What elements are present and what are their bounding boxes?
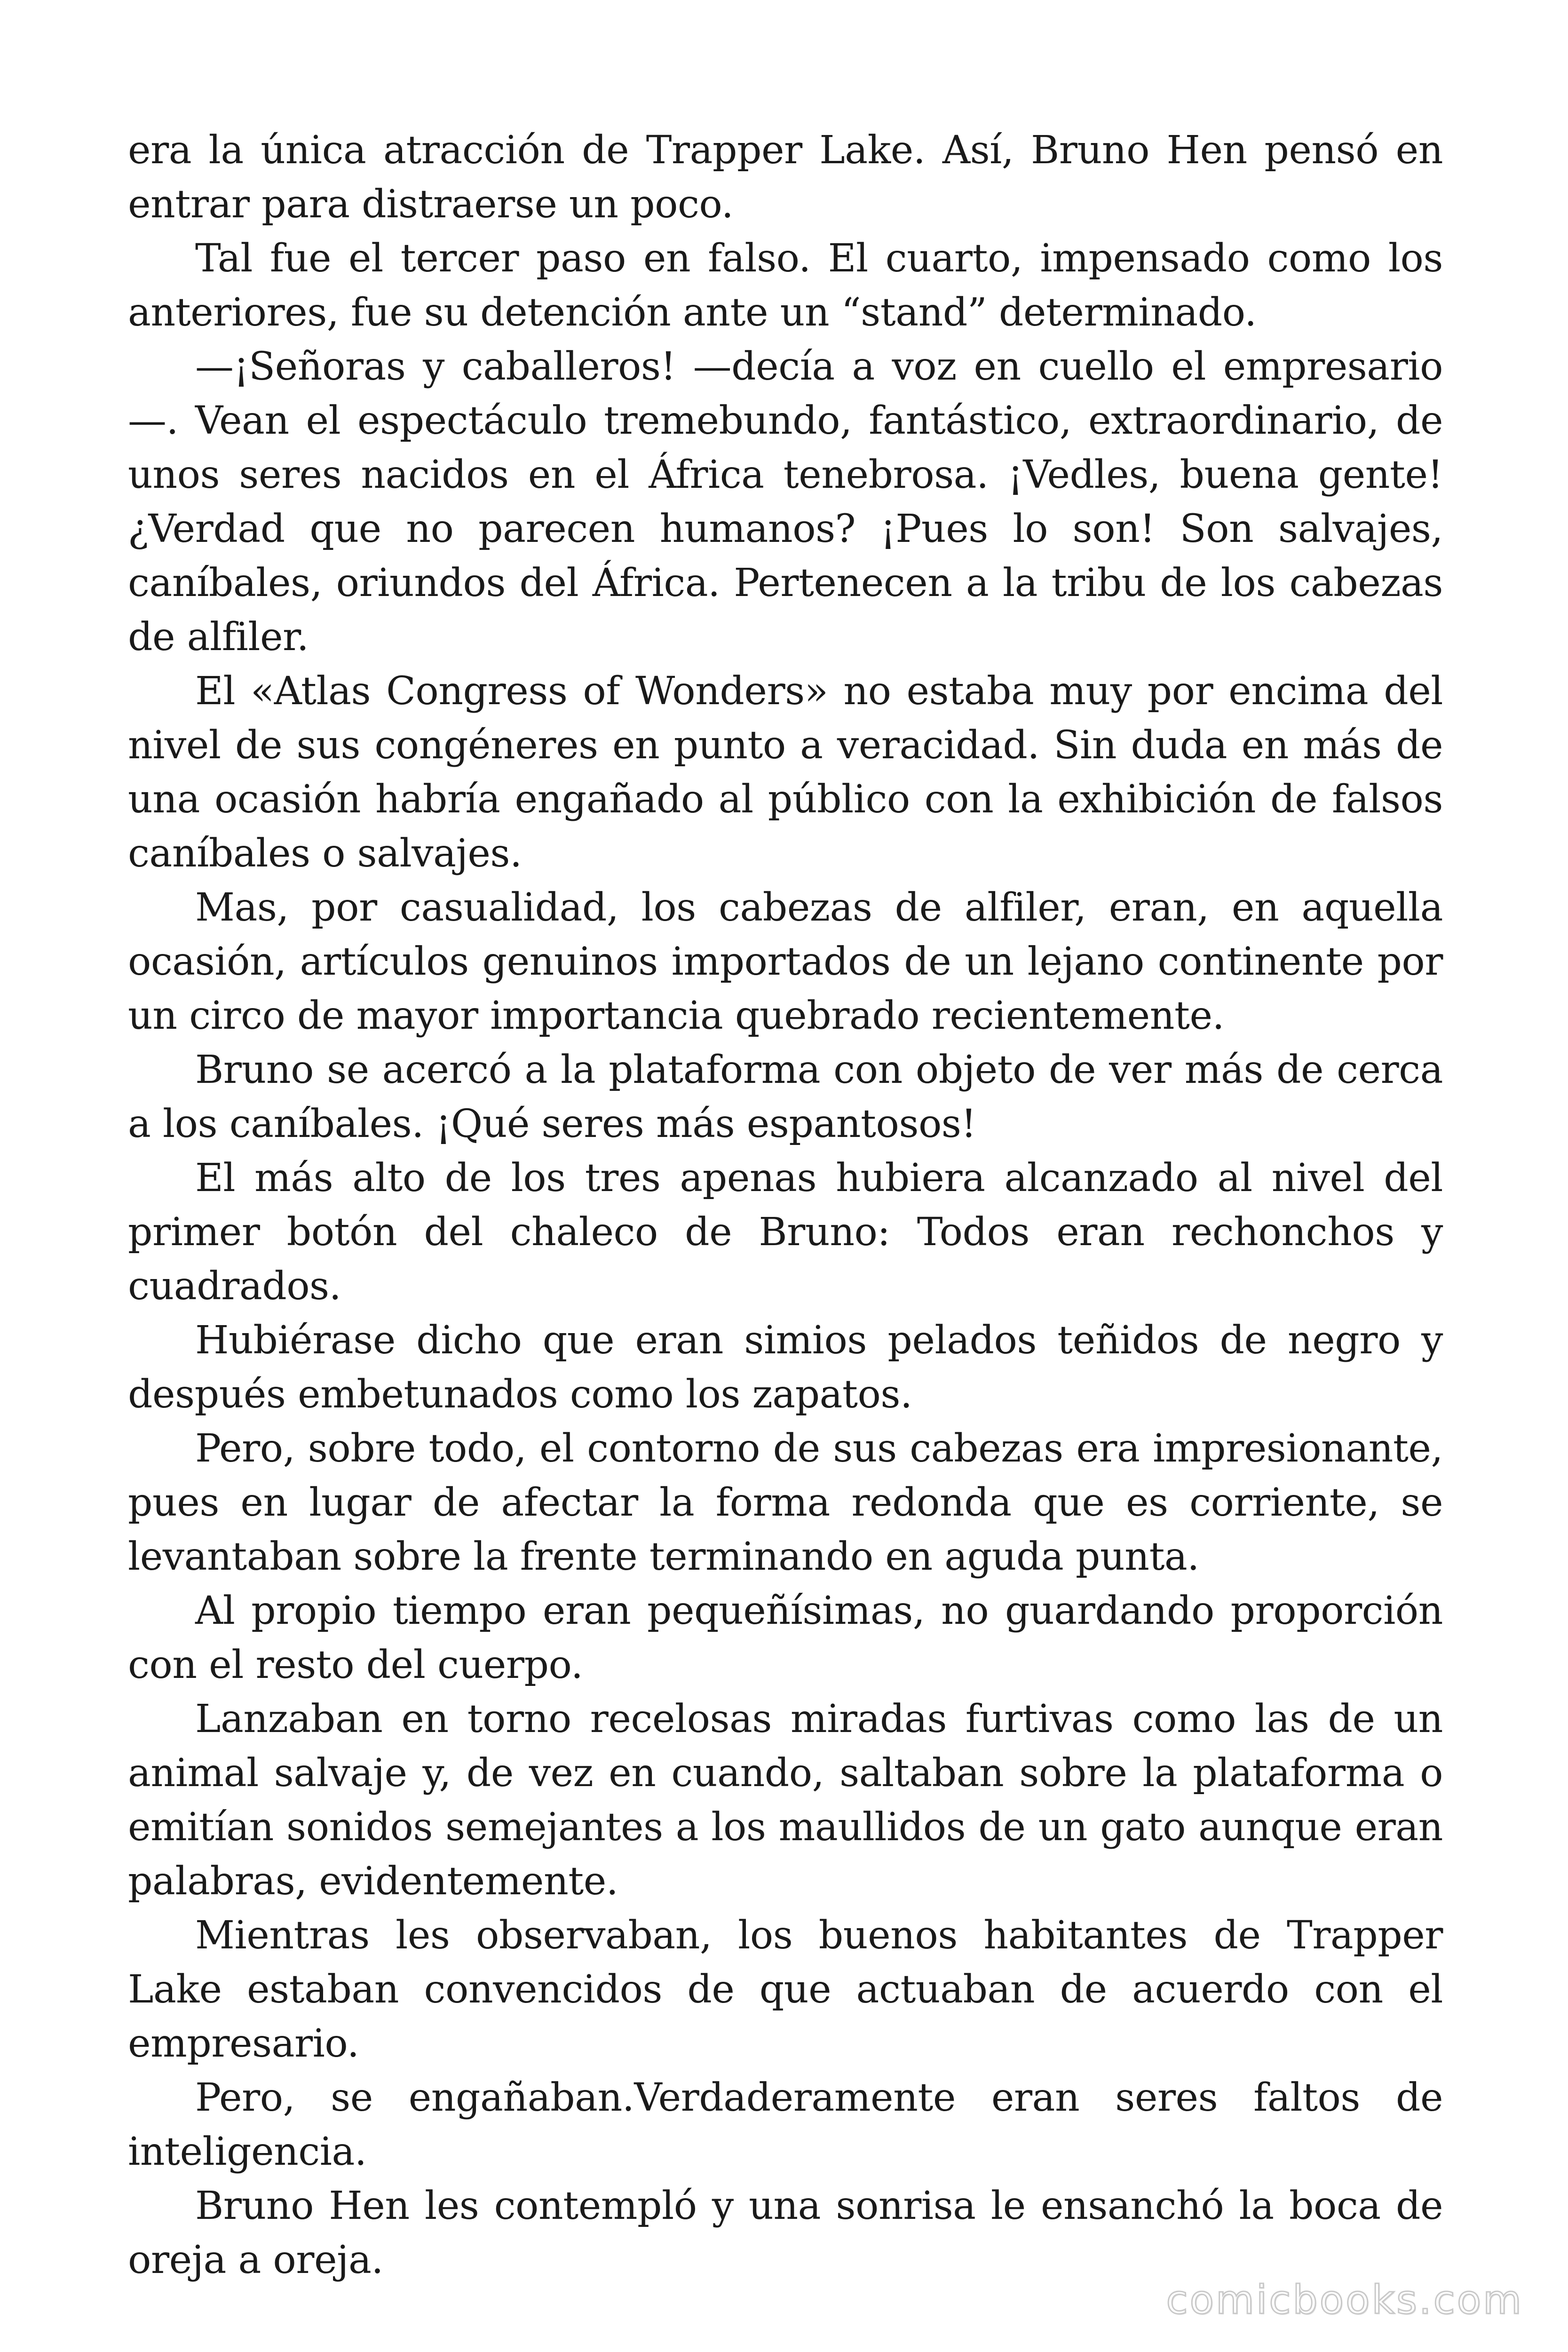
page-text [128,123,1443,2287]
paragraph-1: era la única atracción de Trapper Lake. Así, Bruno Hen pensó en entrar para distraerse un poco. [128,128,1443,227]
paragraph-6: Bruno se acercó a la plataforma con objeto de ver más de cerca a los caníbales. ¡Qué seres más espantosos! [128,1048,1443,1146]
paragraph-9: Pero, sobre todo, el contorno de sus cabezas era impresionante, pues en lugar de afectar la forma redonda que es corriente, se levantaban sobre la frente terminando en aguda punta. [128,1426,1443,1579]
paragraph-11: Lanzaban en torno recelosas miradas furtivas como las de un animal salvaje y, de vez en cuando, saltaban sobre la plataforma o emitían sonidos semejantes a los maullidos de un gato aunque eran palabras, evidentemente. [128,1697,1443,1904]
paragraph-7: El más alto de los tres apenas hubiera alcanzado al nivel del primer botón del chaleco de Bruno: Todos eran rechonchos y cuadrados. [128,1156,1443,1309]
paragraph-10: Al propio tiempo eran pequeñísimas, no guardando proporción con el resto del cuerpo. [128,1589,1443,1687]
paragraph-8: Hubiérase dicho que eran simios pelados teñidos de negro y después embetunados como los zapatos. [128,1318,1443,1417]
paragraph-13: Pero, se engañaban.Verdaderamente eran seres faltos de inteligencia. [128,2075,1443,2174]
paragraph-3: —¡Señoras y caballeros! —decía a voz en cuello el empresario—. Vean el espectáculo tremebundo, fantástico, extraordinario, de unos seres nacidos en el África tenebrosa. ¡Vedles, buena gente! ¿Verdad que no parecen humanos? ¡Pues lo son! Son salvajes, caníbales, oriundos del África. Pertenecen a la tribu de los cabezas de alfiler. [128,344,1443,660]
paragraph-12: Mientras les observaban, los buenos habitantes de Trapper Lake estaban convencidos de que actuaban de acuerdo con el empresario. [128,1913,1443,2066]
paragraph-2: Tal fue el tercer paso en falso. El cuarto, impensado como los anteriores, fue su detención ante un “stand” determinado. [128,236,1443,335]
paragraph-4: El «Atlas Congress of Wonders» no estaba muy por encima del nivel de sus congéneres en punto a veracidad. Sin duda en más de una ocasión habría engañado al público con la exhibición de falsos caníbales o salvajes. [128,669,1443,876]
paragraph-14: Bruno Hen les contempló y una sonrisa le ensanchó la boca de oreja a oreja. [128,2184,1443,2282]
paragraph-5: Mas, por casualidad, los cabezas de alfiler, eran, en aquella ocasión, artículos genuinos importados de un lejano continente por un circo de mayor importancia quebrado recientemente. [128,885,1443,1038]
watermark: comicbooks.com [1166,2277,1523,2323]
